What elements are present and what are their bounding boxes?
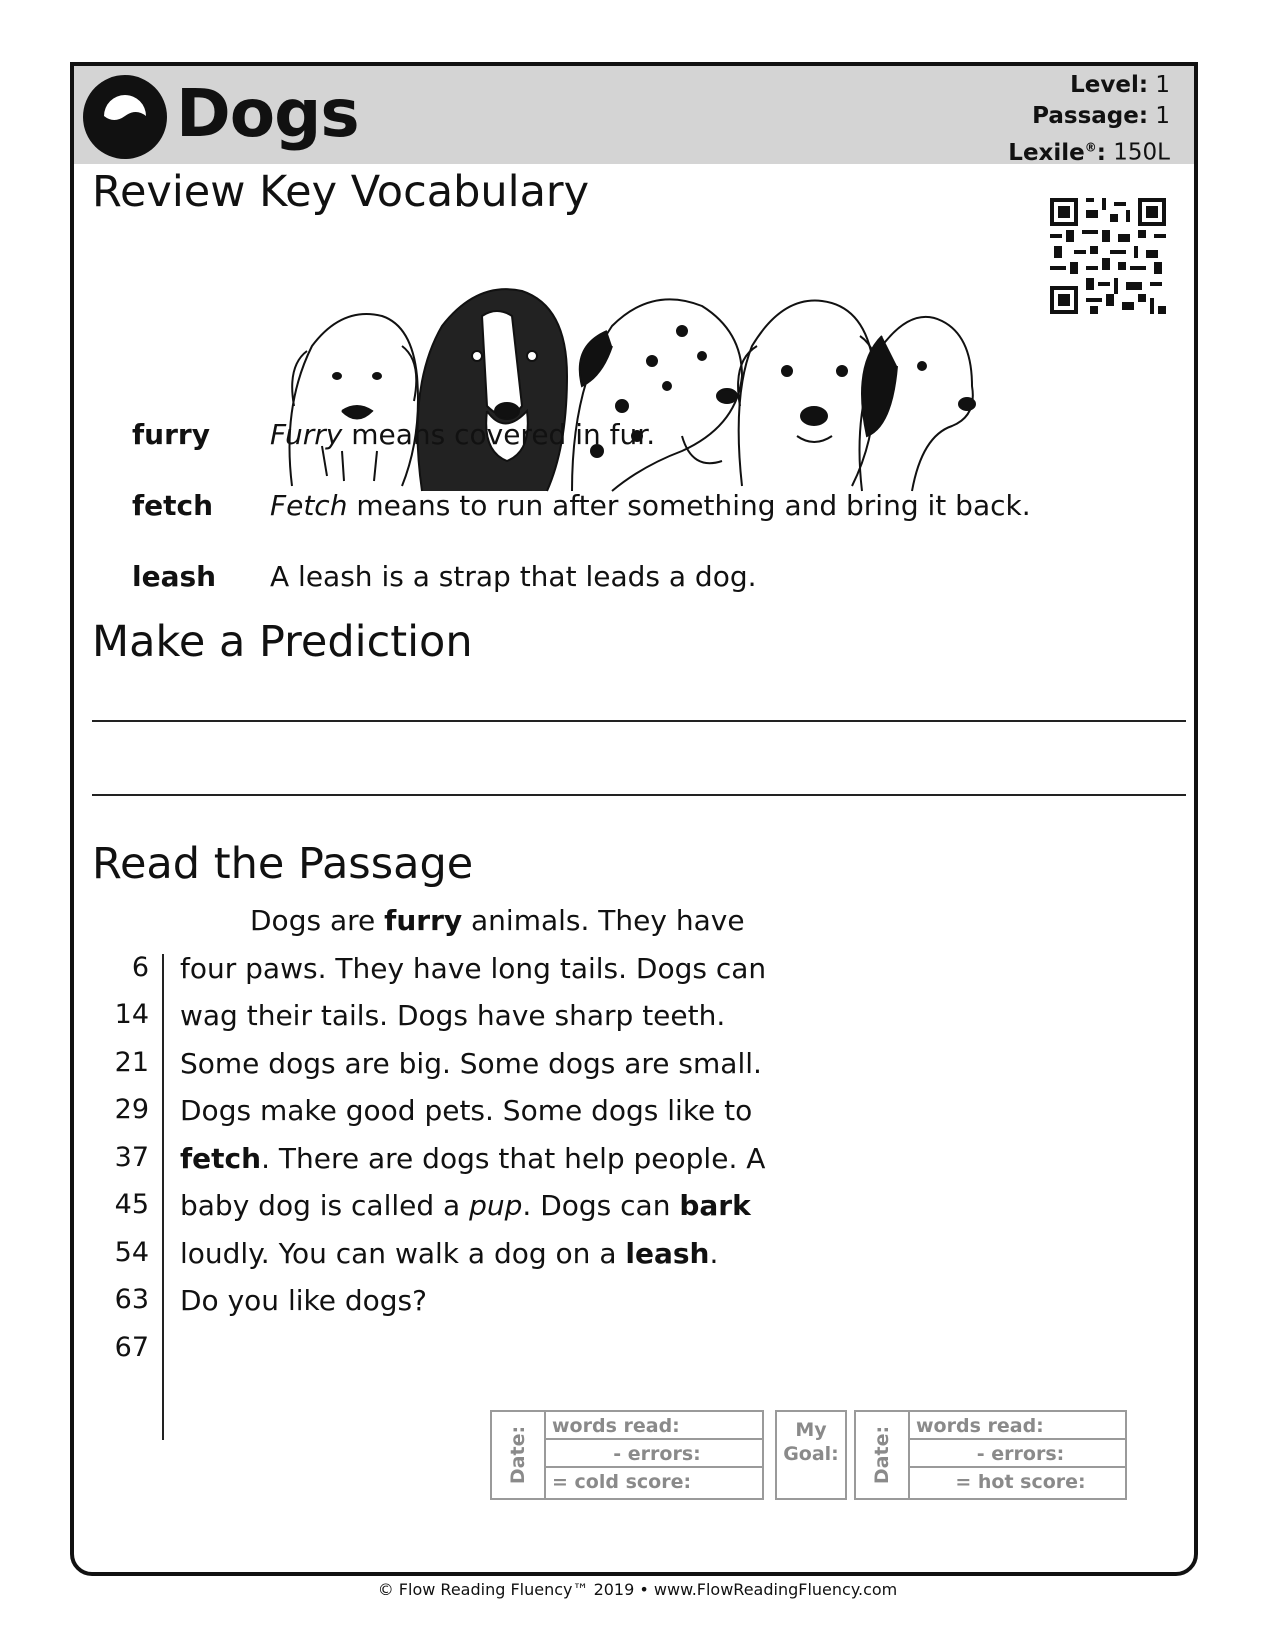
passage-value: 1 <box>1155 103 1170 129</box>
vocab-word: fetch <box>132 489 214 522</box>
vocabulary-heading: Review Key Vocabulary <box>92 167 590 217</box>
level-info <box>1008 70 1170 169</box>
prediction-line-2[interactable] <box>92 794 1186 796</box>
date-cell[interactable]: Date: <box>492 1412 546 1498</box>
vocab-word: furry <box>132 418 210 451</box>
hot-score-box <box>854 1410 1127 1500</box>
hot-score-field[interactable]: = hot score: <box>955 1471 1086 1493</box>
line-number: 63 <box>114 1284 149 1315</box>
passage-line: Some dogs are big. Some dogs are small. <box>180 1046 762 1080</box>
header-bar <box>74 66 1194 164</box>
cold-score-field[interactable]: = cold score: <box>552 1471 692 1493</box>
passage-line: four paws. They have long tails. Dogs can <box>180 951 767 985</box>
passage-line: fetch. There are dogs that help people. A <box>180 1141 766 1175</box>
vocab-word: leash <box>132 560 217 593</box>
line-number: 29 <box>114 1094 149 1125</box>
line-number: 14 <box>114 999 149 1030</box>
my-goal-box[interactable]: My Goal: <box>775 1410 847 1500</box>
date-cell[interactable]: Date: <box>856 1412 910 1498</box>
passage-line: Do you like dogs? <box>180 1284 427 1317</box>
lexile-label: Lexile®: <box>1008 139 1106 166</box>
vocab-definition: A leash is a strap that leads a dog. <box>270 560 757 593</box>
lexile-value: 150L <box>1113 139 1170 166</box>
passage-line: Dogs are furry animals. They have <box>250 904 745 937</box>
passage-line: wag their tails. Dogs have sharp teeth. <box>180 999 726 1032</box>
line-number: 67 <box>114 1331 149 1363</box>
passage-gutter-divider <box>162 954 164 1440</box>
words-read-field[interactable]: words read: <box>544 1412 762 1440</box>
words-read-field[interactable]: words read: <box>908 1412 1125 1440</box>
passage-line: loudly. You can walk a dog on a leash. <box>180 1236 719 1270</box>
line-number: 54 <box>114 1236 149 1268</box>
errors-field[interactable]: - errors: <box>908 1440 1125 1468</box>
passage-line: baby dog is called a pup. Dogs can bark <box>180 1189 751 1222</box>
line-number: 37 <box>114 1141 149 1173</box>
worksheet-frame <box>70 62 1198 1576</box>
line-number: 21 <box>114 1046 149 1078</box>
prediction-line-1[interactable] <box>92 720 1186 722</box>
page-title: Dogs <box>176 75 359 152</box>
passage-label: Passage: <box>1032 103 1149 129</box>
flow-logo-icon <box>82 74 168 160</box>
level-label: Level: <box>1070 72 1149 98</box>
vocab-definition: Fetch means to run after something and bring it back. <box>270 489 1031 522</box>
prediction-heading: Make a Prediction <box>92 617 473 667</box>
qr-code-icon <box>1050 198 1166 314</box>
vocab-definition: Furry means covered in fur. <box>270 418 656 451</box>
line-number: 45 <box>114 1189 149 1220</box>
line-number: 6 <box>131 951 149 983</box>
cold-score-box <box>490 1410 764 1500</box>
errors-field[interactable]: - errors: <box>544 1440 762 1468</box>
passage-line: Dogs make good pets. Some dogs like to <box>180 1094 753 1127</box>
footer-copyright: © Flow Reading Fluency™ 2019 • www.FlowReadingFluency.com <box>377 1580 898 1599</box>
dogs-illustration-icon <box>282 236 982 496</box>
passage-heading: Read the Passage <box>92 839 474 889</box>
level-value: 1 <box>1155 72 1170 98</box>
